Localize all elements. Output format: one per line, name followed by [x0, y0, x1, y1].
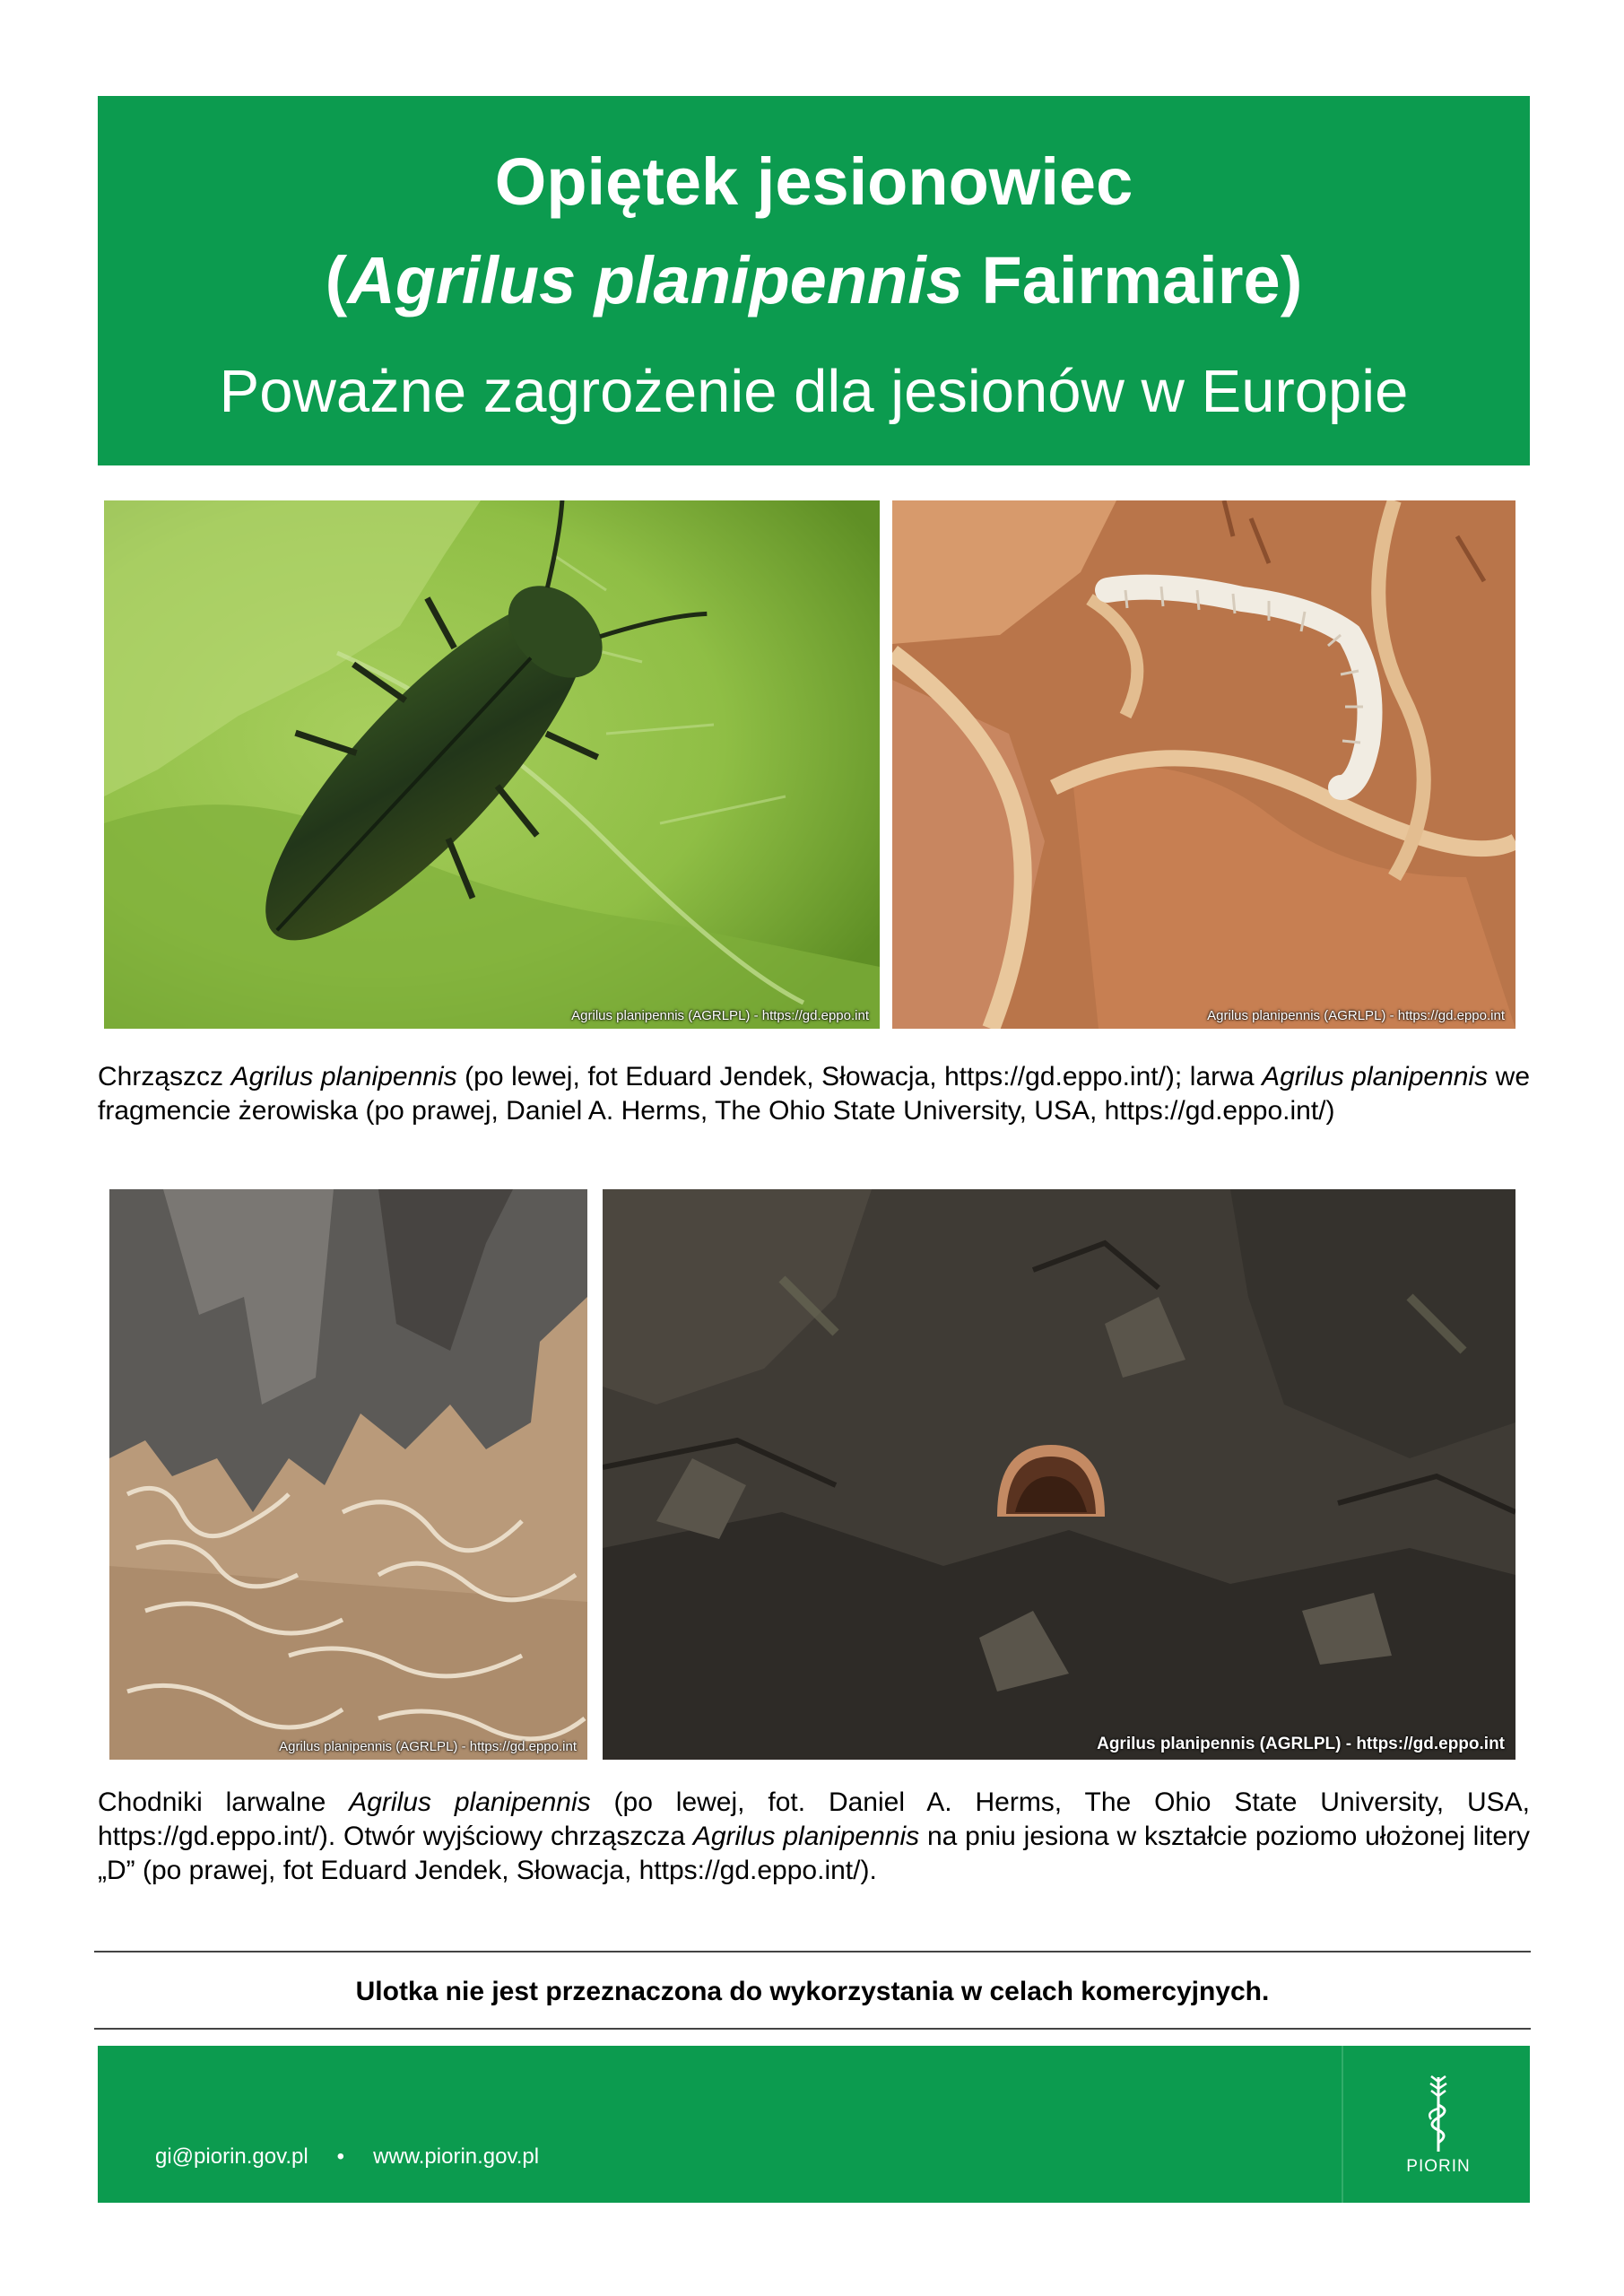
title-common-name: Opiętek jesionowiec — [494, 144, 1133, 219]
photo-exit-hole — [603, 1189, 1515, 1760]
photo-larval-galleries — [109, 1189, 587, 1760]
non-commercial-notice: Ulotka nie jest przeznaczona do wykorzystania w celach komercyjnych. — [355, 1977, 1270, 2006]
footer-banner — [98, 2046, 1530, 2203]
separator-dot: • — [336, 2144, 345, 2169]
caption-top-photos: Chrząszcz Agrilus planipennis (po lewej, fot Eduard Jendek, Słowacja, https://gd.eppo.int/); larwa Agrilus planipennis we fragmencie żerowiska (po prawej, Daniel A. Herms, The Ohio State University, USA, https://gd.eppo.int/) — [98, 1062, 1531, 1126]
photo-exit-hole-credit: Agrilus planipennis (AGRLPL) - https://gd.eppo.int — [1097, 1735, 1505, 1753]
photo-larva — [892, 500, 1515, 1029]
piorin-logo — [1389, 2073, 1488, 2185]
caption-bottom-photos: Chodniki larwalne Agrilus planipennis (po lewej, fot. Daniel A. Herms, The Ohio State University, USA, https://gd.eppo.int/). Otwór wyjściowy chrząszcza Agrilus planipennis na pniu jesiona w kształcie poziomo ułożonej litery „D” (po prawej, fot Eduard Jendek, Słowacja, https://gd.eppo.int/). — [98, 1787, 1530, 1885]
header-banner — [98, 96, 1530, 465]
photo-larval-galleries-credit: Agrilus planipennis (AGRLPL) - https://gd.eppo.int — [279, 1739, 577, 1754]
contact-info — [155, 2144, 539, 2170]
photo-beetle-credit: Agrilus planipennis (AGRLPL) - https://gd.eppo.int — [571, 1008, 869, 1023]
email-link[interactable]: gi@piorin.gov.pl — [155, 2144, 308, 2169]
title-latin-name: (Agrilus planipennis Fairmaire) — [325, 243, 1303, 317]
footer-divider — [1342, 2046, 1343, 2203]
photo-larva-credit: Agrilus planipennis (AGRLPL) - https://gd.eppo.int — [1207, 1008, 1505, 1023]
wheat-caduceus-icon — [1420, 2073, 1456, 2153]
divider-bottom — [94, 2028, 1531, 2030]
photo-beetle — [104, 500, 880, 1029]
website-link[interactable]: www.piorin.gov.pl — [373, 2144, 540, 2169]
subtitle: Poważne zagrożenie dla jesionów w Europie — [219, 358, 1409, 425]
divider-top — [94, 1951, 1531, 1952]
logo-text: PIORIN — [1406, 2157, 1471, 2176]
